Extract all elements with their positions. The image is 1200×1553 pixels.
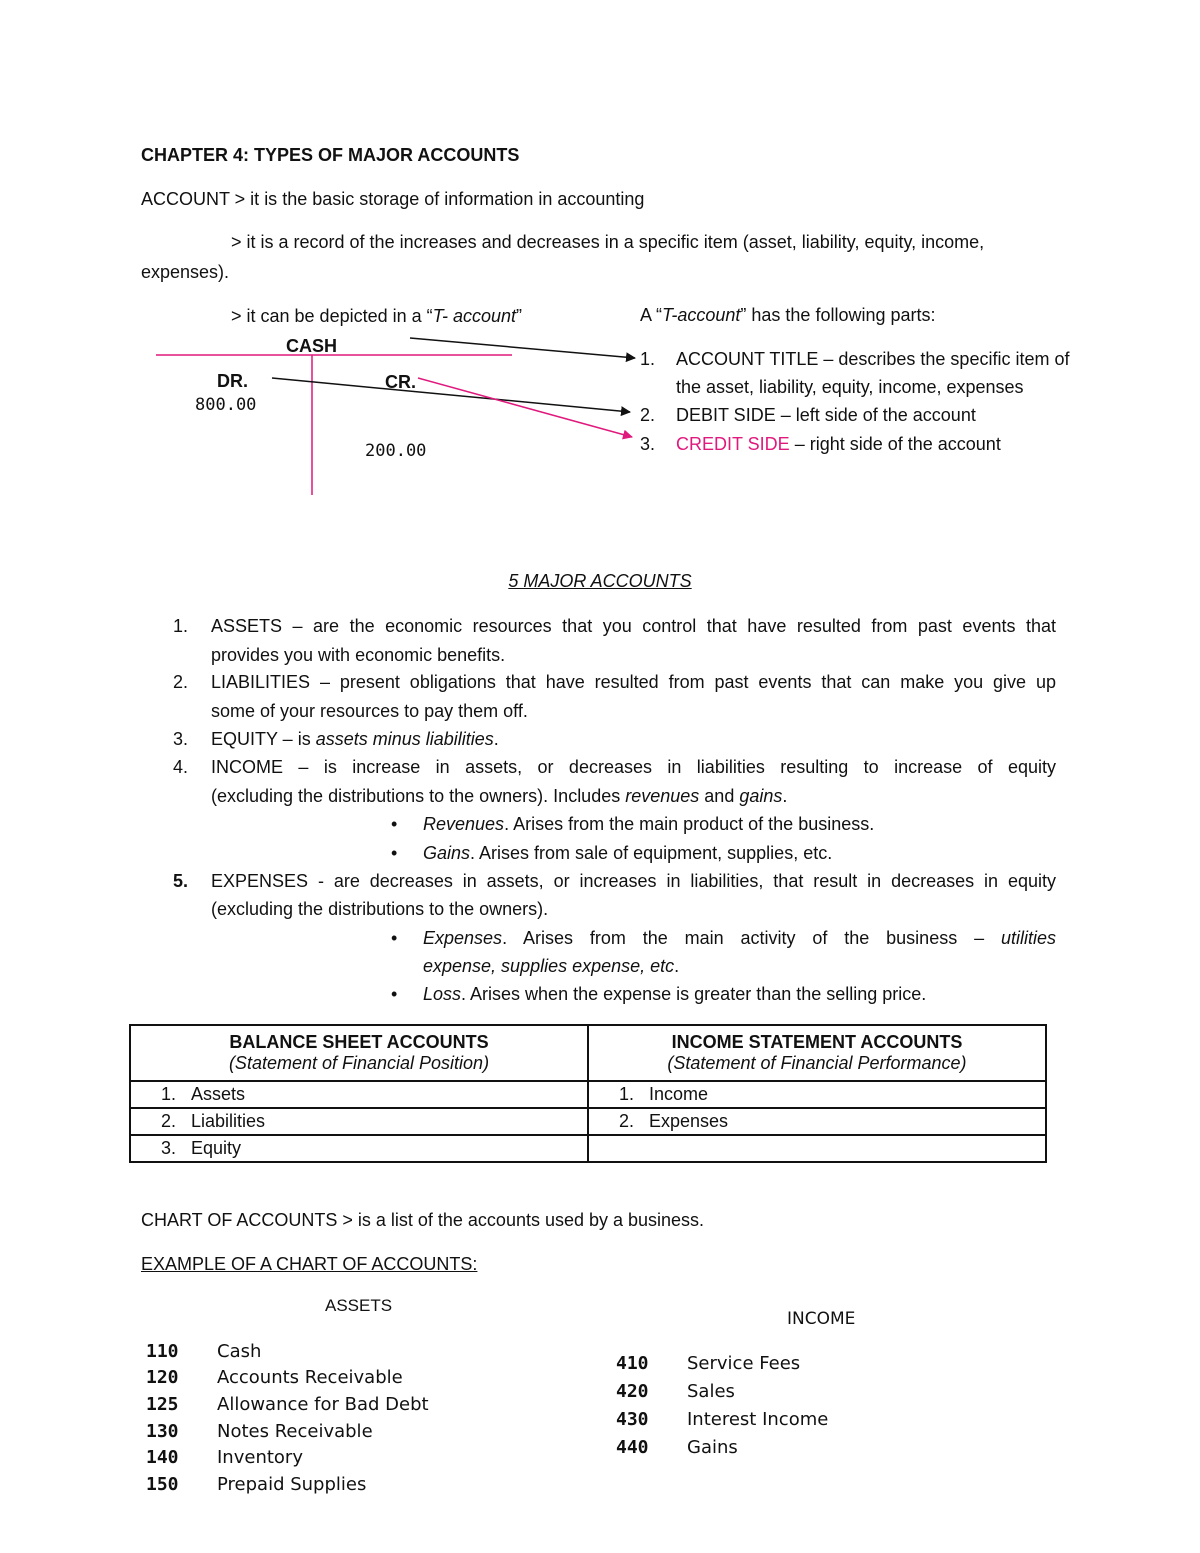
part-3-label: CREDIT SIDE [676,434,790,454]
row-number: 2. [160,1111,176,1131]
account-definition-line-1: ACCOUNT > it is the basic storage of information in accounting [141,189,645,209]
part-3-number: 3. [640,434,656,454]
assets-line-1: ASSETS – are the economic resources that you control that have resulted from past events that [211,616,1056,636]
account-definition-line-2: > it is a record of the increases and decreases in a specific item (asset, liability, equity, income, [231,232,985,252]
asset-name: Inventory [217,1447,303,1468]
revenues-term: Revenues [423,814,505,834]
row-number: 2. [618,1111,634,1131]
income-l2-pre: (excluding the distributions to the owners). Includes [211,786,626,806]
table-cell [130,1081,588,1108]
income-l2-mid: and [699,786,740,806]
expenses-term: Expenses [423,928,503,948]
loss-term: Loss [423,984,462,1004]
balance-sheet-subtitle: (Statement of Financial Position) [228,1053,490,1073]
part-2-text [676,405,976,426]
expenses-desc: . Arises from the main activity of the business – [502,928,1001,948]
parts-heading-italic: T-account [662,305,741,325]
bullet-icon: • [391,928,398,948]
income-code: 440 [616,1437,649,1458]
part-1-continuation: the asset, liability, equity, income, expenses [676,377,1024,397]
gains-desc: . Arises from sale of equipment, supplies, etc. [470,843,833,863]
row-label: Equity [191,1138,242,1158]
asset-name: Allowance for Bad Debt [217,1394,429,1415]
row-number: 3. [160,1138,176,1158]
asset-code: 110 [146,1341,179,1362]
income-name: Gains [687,1437,738,1458]
account-definition-line-3: expenses). [141,262,230,282]
table-cell [588,1108,1046,1135]
bullet-icon: • [391,814,398,834]
income-statement-title: INCOME STATEMENT ACCOUNTS [671,1032,963,1052]
expenses-bullet-line-1 [423,928,1056,949]
asset-code: 120 [146,1367,179,1388]
part-2-number: 2. [640,405,656,425]
parts-heading-post: ” has the following parts: [740,305,936,325]
part-1-number: 1. [640,349,656,369]
loss-bullet-text [423,984,926,1005]
asset-name: Accounts Receivable [217,1367,403,1388]
income-code: 430 [616,1409,649,1430]
t-account-parts-heading [640,305,936,326]
balance-sheet-header [130,1025,588,1081]
parts-heading-pre: A “ [640,305,663,325]
assets-line-2: provides you with economic benefits. [211,645,506,665]
liabilities-number: 2. [173,672,189,692]
part-1-label: ACCOUNT TITLE [676,349,819,369]
expenses-number: 5. [173,871,189,891]
income-name: Sales [687,1381,735,1402]
accounts-classification-table [129,1024,1047,1163]
asset-name: Notes Receivable [217,1421,373,1442]
loss-desc: . Arises when the expense is greater than the selling price. [461,984,927,1004]
part-1-desc: – describes the specific item of [818,349,1070,369]
assets-heading: ASSETS [325,1296,393,1315]
income-code: 420 [616,1381,649,1402]
liabilities-line-2: some of your resources to pay them off. [211,701,528,721]
t-account-intro-pre: > it can be depicted in a “ [231,306,433,326]
row-label: Assets [191,1084,246,1104]
part-3-desc: – right side of the account [789,434,1001,454]
page-title: CHAPTER 4: TYPES OF MAJOR ACCOUNTS [141,145,520,165]
liabilities-line-1: LIABILITIES – present obligations that have resulted from past events that can make you give up [211,672,1056,692]
row-number: 1. [618,1084,634,1104]
row-label: Liabilities [191,1111,266,1131]
income-heading: INCOME [787,1309,856,1329]
part-2-desc: – left side of the account [775,405,976,425]
expenses-examples-post: . [674,956,680,976]
t-account-title: CASH [286,336,338,356]
gains-term: Gains [423,843,471,863]
table-row [130,1108,1046,1135]
t-account-dr-label: DR. [217,371,248,391]
income-l2-post: . [782,786,788,806]
part-3-text [676,434,1001,455]
balance-sheet-title: BALANCE SHEET ACCOUNTS [229,1032,489,1052]
expenses-bullet-line-2 [423,956,679,977]
asset-code: 125 [146,1394,179,1415]
arrow-cr-to-credit-side [418,378,632,437]
t-account-intro-italic: T- account [432,306,517,326]
row-label: Expenses [649,1111,729,1131]
table-cell [130,1135,588,1162]
chart-example-heading: EXAMPLE OF A CHART OF ACCOUNTS: [141,1254,478,1274]
income-number: 4. [173,757,189,777]
bullet-icon: • [391,843,398,863]
asset-name: Prepaid Supplies [217,1474,367,1495]
income-line-2 [211,786,787,807]
utilities-term: utilities [1000,928,1056,948]
t-account-cr-label: CR. [385,372,416,392]
asset-code: 150 [146,1474,179,1495]
asset-code: 130 [146,1421,179,1442]
table-cell [588,1135,1046,1162]
t-account-dr-value: 800.00 [195,395,257,415]
chart-of-accounts-definition: CHART OF ACCOUNTS > is a list of the accounts used by a business. [141,1210,705,1230]
asset-code: 140 [146,1447,179,1468]
expenses-line-2: (excluding the distributions to the owners). [211,899,549,919]
revenues-bullet-text [423,814,874,835]
t-account-intro-post: ” [516,306,523,326]
revenues-desc: . Arises from the main product of the business. [504,814,875,834]
income-statement-header [588,1025,1046,1081]
equity-pre: EQUITY – is [211,729,316,749]
income-name: Interest Income [687,1409,829,1430]
asset-name: Cash [217,1341,262,1362]
income-l2-gains: gains [739,786,783,806]
t-account-diagram [0,0,1200,520]
arrow-dr-to-debit-side [272,378,630,412]
part-1-text [676,349,1069,370]
income-l2-revenues: revenues [625,786,700,806]
t-account-cr-value: 200.00 [365,441,427,461]
table-row [130,1081,1046,1108]
income-line-1: INCOME – is increase in assets, or decreases in liabilities resulting to increase of equity [211,757,1056,777]
part-2-label: DEBIT SIDE [676,405,776,425]
income-statement-subtitle: (Statement of Financial Performance) [667,1053,967,1073]
row-label: Income [649,1084,709,1104]
table-cell [588,1081,1046,1108]
major-accounts-heading: 5 MAJOR ACCOUNTS [508,571,692,591]
income-code: 410 [616,1353,649,1374]
bullet-icon: • [391,984,398,1004]
assets-number: 1. [173,616,189,636]
equity-post: . [493,729,499,749]
row-number: 1. [160,1084,176,1104]
equity-line [211,729,499,750]
table-row [130,1135,1046,1162]
equity-italic: assets minus liabilities [315,729,494,749]
gains-bullet-text [423,843,832,864]
equity-number: 3. [173,729,189,749]
expenses-line-1: EXPENSES - are decreases in assets, or increases in liabilities, that result in decreases in equity [211,871,1056,891]
expenses-examples: expense, supplies expense, etc [423,956,675,976]
table-header-row [130,1025,1046,1081]
table-cell [130,1108,588,1135]
income-name: Service Fees [687,1353,801,1374]
